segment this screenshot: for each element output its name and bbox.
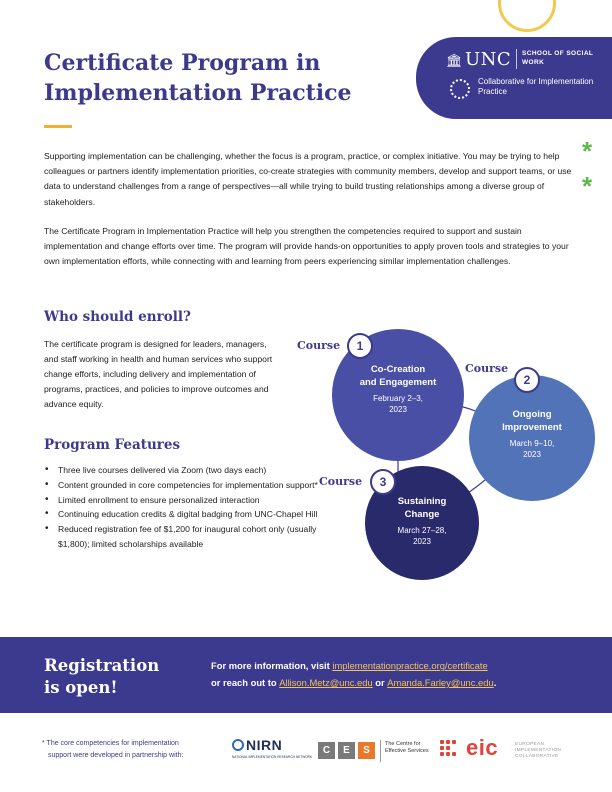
footnote-line: * The core competencies for implementation [42,740,179,747]
course-circle-2 [469,375,595,501]
list-item: • Three live courses delivered via Zoom (two days each) [44,463,334,478]
who-heading: Who should enroll? [44,309,191,325]
list-item: • Reduced registration fee of $1,200 for inaugural cohort only (usually $1,800); limited scholarships available [44,522,334,552]
page-title: Certificate Program in Implementation Practice [44,50,352,106]
title-underline [44,125,72,128]
course-circle-3 [365,466,479,580]
course-number-badge: 2 [514,367,540,393]
eic-subtitle: EUROPEAN IMPLEMENTATION COLLABORATIVE [515,742,562,759]
unc-wordmark: UNC [465,49,512,70]
footnote-line: support were developed in partnership with: [48,752,184,759]
email-link-metz[interactable]: Allison.Metz@unc.edu [279,677,373,688]
decorative-circle [498,0,556,32]
eic-logo [440,737,580,763]
footnote [42,738,232,762]
brand-banner [416,37,612,119]
registration-line: is open! [44,678,118,697]
who-text: The certificate program is designed for leaders, managers, and staff working in health and human services who support change efforts, including delivery and implementation of programs, practices, and policies to improve outcomes and advance equity. [44,339,273,409]
course-circle-1 [332,329,464,461]
collaborative-dots-icon [450,79,470,99]
course-title: Sustaining [397,496,447,507]
info-text: . [493,677,497,688]
course-date: March 27–28, [397,526,447,535]
intro-paragraph: Supporting implementation can be challenging, whether the focus is a program, practice, or complex initiative. You may be trying to help colleagues or partners identify implementation priorities, co-create strategies with community members, develop and support teams, or use data to understand challenges from a range of perspectives—all while trying to build trusting relationships among a diverse group of stakeholders. [44,151,572,207]
course-label: Course [297,339,341,352]
registration-heading [44,655,174,699]
course-title: and Engagement [359,377,437,388]
course-title: Co-Creation [370,364,426,375]
ces-name: The Centre for Effective Services [385,741,429,754]
course-number-badge: 3 [370,469,396,495]
course-label: Course [465,362,509,375]
course-date: February 2–3, [373,394,423,403]
course-number-badge: 1 [347,333,373,359]
unc-logo [446,49,511,70]
info-text: or [372,677,388,688]
contact-info [211,657,591,691]
old-well-icon: 🏛 [446,54,464,69]
list-item: • Continuing education credits & digital badging from UNC-Chapel Hill [44,507,334,522]
course-date: March 9–10, [509,439,555,448]
list-item: • Content grounded in core competencies for implementation support* [44,478,334,493]
ces-letter: C [318,742,335,759]
email-link-farley[interactable]: Amanda.Farley@unc.edu [387,677,494,688]
course-date: 2023 [413,537,431,546]
features-heading: Program Features [44,437,181,453]
nirn-ring-icon [232,739,244,751]
info-text: or reach out to [211,677,280,688]
course-title: Change [404,509,440,520]
ces-logo [318,737,434,763]
school-name: SCHOOL OF SOCIAL WORK [522,50,594,66]
ces-letter: S [358,742,375,759]
brand-divider [516,49,517,69]
collaborative-name: Collaborative for Implementation Practice [478,77,594,96]
features-list [44,463,334,552]
course-date: 2023 [523,450,541,459]
registration-banner [0,637,612,713]
nirn-subtitle: NATIONAL IMPLEMENTATION RESEARCH NETWORK [232,755,313,759]
registration-line: Registration [44,656,160,675]
website-link[interactable]: implementationpractice.org/certificate [332,660,488,671]
asterisk-icon: * [582,171,593,201]
course-title: Ongoing [512,409,552,420]
course-date: 2023 [389,405,407,414]
ces-divider [380,740,381,762]
list-item: • Limited enrollment to ensure personalized interaction [44,493,334,508]
nirn-logo [232,737,313,763]
asterisk-icon: * [582,136,593,166]
course-title: Improvement [502,422,562,433]
nirn-wordmark: NIRN [246,737,283,753]
intro-paragraph: The Certificate Program in Implementation Practice will help you strengthen the competencies required to support and sustain implementation and change efforts over time. The program will provide hands-on opportunities to apply proven tools and strategies to your own implementation efforts, while connecting with and learning from peers experiencing similar implementation challenges. [44,226,569,267]
eic-dots-icon [440,740,462,760]
ces-letter: E [338,742,355,759]
eic-wordmark: eic [466,735,499,760]
course-label: Course [319,475,363,488]
info-text: For more information, visit [211,660,333,671]
